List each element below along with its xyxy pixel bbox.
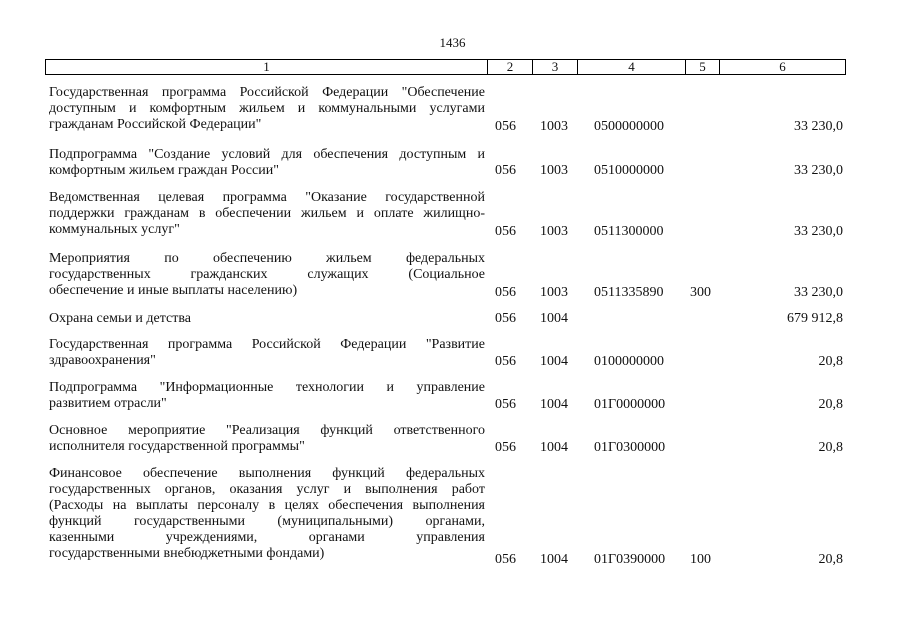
description-line: доступным и комфортным жильем и коммунальными услугами <box>49 101 485 116</box>
table-row <box>0 423 905 455</box>
cell-rz: 1004 <box>540 552 568 567</box>
cell-vr: 300 <box>690 285 711 300</box>
description-line: Основное мероприятие "Реализация функций ответственного <box>49 423 485 438</box>
column-header-2: 2 <box>488 60 533 75</box>
description-line: Государственная программа Российской Федерации "Обеспечение <box>49 85 485 100</box>
cell-gr: 056 <box>495 354 516 369</box>
table-row <box>0 251 905 299</box>
description-line: (Расходы на выплаты персоналу в целях обеспечения выполнения <box>49 498 485 513</box>
description-line: Подпрограмма "Создание условий для обеспечения доступным и <box>49 147 485 162</box>
description-line: здравоохранения" <box>49 353 156 368</box>
row-description <box>49 380 485 412</box>
cell-gr: 056 <box>495 311 516 326</box>
cell-csr: 0100000000 <box>594 354 664 369</box>
table-row <box>0 466 905 567</box>
cell-sum: 679 912,8 <box>787 311 843 326</box>
cell-rz: 1003 <box>540 119 568 134</box>
description-line: Мероприятия по обеспечению жильем федеральных <box>49 251 485 266</box>
table-row <box>0 190 905 238</box>
cell-csr: 0510000000 <box>594 163 664 178</box>
cell-csr: 0511300000 <box>594 224 664 239</box>
description-line: Подпрограмма "Информационные технологии и управление <box>49 380 485 395</box>
description-line: обеспечение и иные выплаты населению) <box>49 283 298 298</box>
description-line: Охрана семьи и детства <box>49 311 191 326</box>
description-line: государственных гражданских служащих (Социальное <box>49 267 485 282</box>
cell-sum: 20,8 <box>818 552 843 567</box>
cell-rz: 1003 <box>540 163 568 178</box>
cell-sum: 33 230,0 <box>794 285 843 300</box>
cell-sum: 33 230,0 <box>794 224 843 239</box>
table-row <box>0 85 905 133</box>
cell-gr: 056 <box>495 440 516 455</box>
cell-gr: 056 <box>495 119 516 134</box>
description-line: функций государственными (муниципальными) органами, <box>49 514 485 529</box>
column-header-table <box>45 59 846 75</box>
description-line: гражданам Российской Федерации" <box>49 117 262 132</box>
description-line: развитием отрасли" <box>49 396 167 411</box>
row-description <box>49 466 485 562</box>
table-row <box>0 147 905 179</box>
cell-gr: 056 <box>495 224 516 239</box>
row-description <box>49 311 485 327</box>
description-line: государственными внебюджетными фондами) <box>49 546 325 561</box>
table-row <box>0 311 905 327</box>
column-header-3: 3 <box>533 60 578 75</box>
table-row <box>0 380 905 412</box>
cell-vr: 100 <box>690 552 711 567</box>
description-line: Финансовое обеспечение выполнения функций федеральных <box>49 466 485 481</box>
cell-rz: 1004 <box>540 397 568 412</box>
column-header-5: 5 <box>686 60 720 75</box>
cell-sum: 33 230,0 <box>794 119 843 134</box>
cell-gr: 056 <box>495 285 516 300</box>
cell-gr: 056 <box>495 163 516 178</box>
description-line: Государственная программа Российской Федерации "Развитие <box>49 337 485 352</box>
cell-rz: 1004 <box>540 440 568 455</box>
row-description <box>49 337 485 369</box>
row-description <box>49 423 485 455</box>
column-header-6: 6 <box>720 60 846 75</box>
description-line: комфортным жильем граждан России" <box>49 163 279 178</box>
cell-sum: 20,8 <box>818 440 843 455</box>
description-line: исполнителя государственной программы" <box>49 439 305 454</box>
description-line: государственных органов, оказания услуг и выполнения работ <box>49 482 485 497</box>
description-line: казенными учреждениями, органами управления <box>49 530 485 545</box>
cell-csr: 0511335890 <box>594 285 664 300</box>
cell-rz: 1004 <box>540 354 568 369</box>
cell-sum: 33 230,0 <box>794 163 843 178</box>
cell-csr: 01Г0300000 <box>594 440 666 455</box>
description-line: Ведомственная целевая программа "Оказание государственной <box>49 190 485 205</box>
cell-rz: 1003 <box>540 285 568 300</box>
cell-sum: 20,8 <box>818 354 843 369</box>
column-header-1: 1 <box>46 60 488 75</box>
row-description <box>49 147 485 179</box>
cell-csr: 0500000000 <box>594 119 664 134</box>
cell-rz: 1003 <box>540 224 568 239</box>
row-description <box>49 190 485 238</box>
column-header-4: 4 <box>578 60 686 75</box>
cell-gr: 056 <box>495 552 516 567</box>
page-number: 1436 <box>439 35 466 50</box>
table-row <box>0 337 905 369</box>
row-description <box>49 251 485 299</box>
description-line: коммунальных услуг" <box>49 222 180 237</box>
cell-rz: 1004 <box>540 311 568 326</box>
row-description <box>49 85 485 133</box>
cell-gr: 056 <box>495 397 516 412</box>
cell-csr: 01Г0390000 <box>594 552 666 567</box>
cell-csr: 01Г0000000 <box>594 397 666 412</box>
cell-sum: 20,8 <box>818 397 843 412</box>
description-line: поддержки гражданам в обеспечении жильем и оплате жилищно- <box>49 206 485 221</box>
